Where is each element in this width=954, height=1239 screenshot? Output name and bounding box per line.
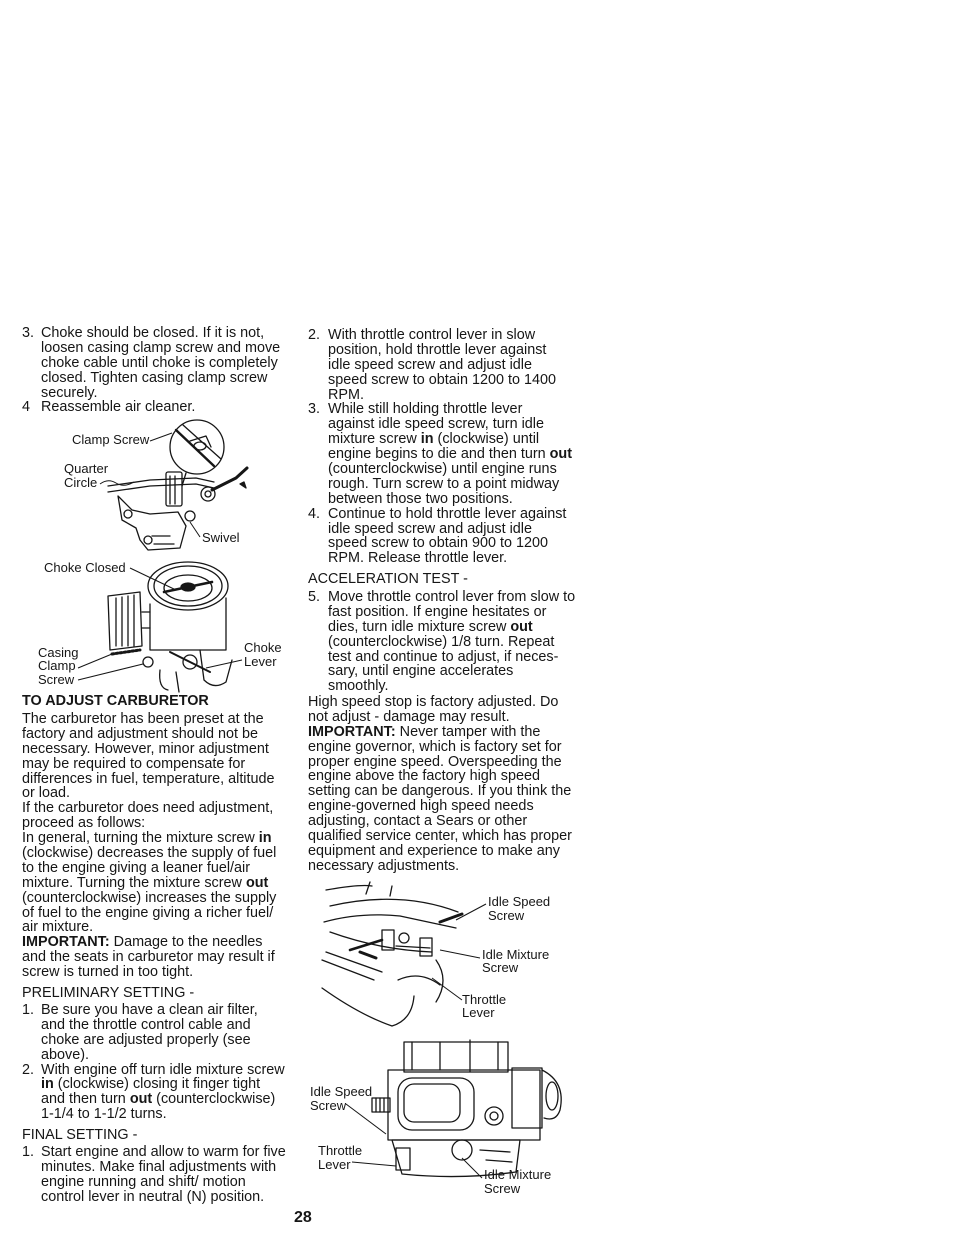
text-run: engine begins to die and then turn [328, 446, 550, 463]
text-line [22, 816, 307, 831]
text-line [328, 402, 608, 417]
text-line [41, 356, 307, 371]
casing-clamp-screw-label: Clamp [38, 658, 76, 673]
throttle-lever-label: Lever [462, 1005, 495, 1020]
text-run: Damage to the needles [109, 934, 263, 951]
text-run: equipment and experience to make any [308, 842, 560, 859]
step-number: 1. [22, 1002, 35, 1018]
step-text [41, 1145, 307, 1205]
idle-mixture-screw-label: Idle Mixture [484, 1167, 552, 1182]
swivel-leader [190, 522, 200, 537]
text-line [41, 1160, 307, 1175]
idle-mixture-screw-label: Idle Mixture [482, 947, 550, 962]
choke-closed-illustration [30, 558, 292, 694]
step-text [41, 400, 307, 415]
text-run: While still holding throttle lever [328, 401, 523, 418]
text-run: proceed as follows: [22, 815, 146, 832]
text-line [328, 388, 608, 403]
text-run: closed. Tighten casing clamp screw [41, 369, 268, 386]
section-heading: TO ADJUST CARBURETOR [22, 693, 209, 709]
text-line [308, 710, 608, 725]
text-run: sary, until engine accelerates [328, 663, 514, 680]
throttle-lever-label: Lever [318, 1157, 351, 1172]
text-line [41, 326, 307, 341]
text-run: fast position. If engine hesitates or [328, 603, 547, 620]
text-line [22, 846, 307, 861]
text-line [328, 605, 608, 620]
text-line [328, 373, 608, 388]
text-run: Never tamper with the [395, 723, 541, 740]
text-run: to the engine giving a leaner fuel/air [22, 859, 251, 876]
step-text [328, 402, 608, 506]
text-line [41, 341, 307, 356]
text-run: RPM. Release throttle lever. [328, 550, 508, 567]
text-line [328, 551, 608, 566]
text-line [308, 844, 608, 859]
step-text [41, 326, 307, 400]
text-run: Be sure you have a clean air filter, [41, 1002, 258, 1018]
casing-clamp-screw-leader [78, 654, 112, 668]
text-line [328, 477, 608, 492]
text-line [22, 891, 307, 906]
text-line [41, 1063, 307, 1078]
step-number: 2. [22, 1061, 35, 1078]
text-line [328, 462, 608, 477]
important-note [308, 725, 608, 874]
text-line [22, 742, 307, 757]
text-line [41, 1048, 307, 1063]
text-run: and then turn [41, 1091, 130, 1108]
text-run: (clockwise) decreases the supply of fuel [22, 845, 277, 862]
text-line [308, 755, 608, 770]
text-line [328, 507, 608, 522]
bold-text-run: out [510, 618, 533, 635]
text-line [41, 1077, 307, 1092]
text-run: idle speed screw and adjust idle [328, 520, 532, 537]
text-run: engine governor, which is factory set for [308, 738, 562, 755]
text-line [328, 590, 608, 605]
text-run: adjusting, contact a Sears or other [308, 813, 528, 830]
text-line [41, 1190, 307, 1205]
throttle-linkage-drawing [322, 882, 462, 1026]
text-run: proper engine speed. Overspeeding the [308, 753, 562, 770]
subsection-heading: PRELIMINARY SETTING - [22, 985, 195, 1001]
idle-mixture-screw-leader [462, 1158, 482, 1178]
text-run: not adjust - damage may result. [308, 708, 510, 725]
step-text [41, 1003, 307, 1063]
text-line [41, 1033, 307, 1048]
text-line [41, 1003, 307, 1018]
text-line [308, 859, 608, 874]
closing-text [308, 695, 608, 874]
idle-mixture-screw-label: Screw [484, 1181, 521, 1196]
text-line [22, 920, 307, 935]
text-run: 1-1/4 to 1-1/2 turns. [41, 1106, 167, 1123]
text-run: or load. [22, 785, 70, 802]
text-line [22, 831, 307, 846]
text-line [328, 664, 608, 679]
text-run: speed screw to obtain 1200 to 1400 [328, 371, 557, 388]
idle-speed-screw-label: Screw [310, 1098, 347, 1113]
preliminary-steps-list [22, 1003, 307, 1122]
text-line [22, 950, 307, 965]
text-line [308, 695, 608, 710]
text-run: and the throttle control cable and [41, 1016, 251, 1033]
choke-steps-list [22, 326, 307, 415]
bold-text-run: IMPORTANT: [308, 723, 396, 740]
text-run: With throttle control lever in slow [328, 327, 536, 343]
text-run: The carburetor has been preset at the [22, 711, 264, 727]
text-run: rough. Turn screw to a point midway [328, 475, 560, 492]
text-run: mixture screw [328, 431, 421, 448]
idle-speed-screw-label: Screw [488, 908, 525, 923]
text-line [22, 757, 307, 772]
text-line [308, 799, 608, 814]
choke-closed-leader [130, 568, 176, 590]
choke-lever-label: Choke [244, 640, 282, 655]
text-line [22, 906, 307, 921]
text-run: (counterclockwise) [152, 1091, 276, 1108]
text-run: differences in fuel, temperature, altitude [22, 770, 275, 787]
swivel-label: Swivel [202, 530, 240, 545]
text-run: factory and adjustment should not be [22, 725, 258, 742]
text-run: If the carburetor does need adjustment, [22, 800, 274, 817]
text-line [22, 876, 307, 891]
text-line [328, 328, 608, 343]
text-run: position, hold throttle lever against [328, 341, 547, 358]
idle-mixture-screw-label: Screw [482, 960, 519, 975]
final-steps-continued-list [308, 328, 608, 566]
subsection-heading: FINAL SETTING - [22, 1127, 138, 1143]
text-run: dies, turn idle mixture screw [328, 618, 511, 635]
text-run: of fuel to the engine giving a richer fuel/ [22, 904, 274, 921]
quarter-circle-label: Quarter [64, 461, 109, 476]
idle-speed-screw-label: Idle Speed [488, 894, 551, 909]
text-run: above). [41, 1046, 89, 1063]
carburetor-body-drawing [372, 1040, 561, 1177]
throttle-lever-label: Throttle [318, 1143, 363, 1158]
text-run: (clockwise) until [433, 431, 540, 448]
throttle-lever-leader [352, 1162, 396, 1166]
text-run: Move throttle control lever from slow to [328, 589, 576, 605]
bold-text-run: in [41, 1076, 54, 1093]
step-number: 2. [308, 327, 321, 343]
text-line [22, 965, 307, 980]
numbered-step [308, 507, 608, 567]
text-line [328, 650, 608, 665]
text-line [308, 769, 608, 784]
choke-closed-label: Choke Closed [44, 560, 126, 575]
paragraph [22, 831, 307, 935]
text-run: test and continue to adjust, if neces- [328, 648, 559, 665]
text-run: against idle speed screw, turn idle [328, 416, 544, 433]
text-run: Choke should be closed. If it is not, [41, 325, 265, 341]
text-run: (counterclockwise) increases the supply [22, 889, 277, 906]
text-line [328, 447, 608, 462]
paragraph [308, 695, 608, 725]
casing-clamp-screw-label: Screw [38, 672, 75, 687]
text-run: engine-governed high speed needs [308, 798, 534, 815]
intro-text [22, 712, 307, 980]
bold-text-run: out [129, 1091, 153, 1108]
text-line [308, 784, 608, 799]
text-run: loosen casing clamp screw and move [41, 339, 281, 356]
text-run: RPM. [328, 386, 364, 403]
text-run: (counterclockwise) until engine runs [328, 461, 557, 478]
text-run: With engine off turn idle mixture screw [41, 1061, 285, 1078]
carburetor-body-illustration [304, 1034, 574, 1200]
step-number: 3. [308, 401, 321, 418]
text-line [308, 814, 608, 829]
idle-mixture-screw-leader [440, 950, 480, 958]
text-line [22, 801, 307, 816]
clamp-screw-label: Clamp Screw [72, 432, 150, 447]
text-line [328, 536, 608, 551]
bold-text-run: out [245, 874, 269, 891]
text-run: idle speed screw and adjust idle [328, 356, 532, 373]
text-run: engine above the factory high speed [308, 768, 541, 785]
carburetor-top-drawing [108, 562, 232, 692]
text-line [41, 386, 307, 401]
choke-lever-label: Lever [244, 654, 277, 669]
text-run: choke cable until choke is completely [41, 354, 278, 371]
step-number: 3. [22, 325, 35, 341]
text-run: between those two positions. [328, 490, 513, 507]
text-run: securely. [41, 384, 98, 401]
paragraph [22, 712, 307, 801]
text-line [22, 935, 307, 950]
text-run: mixture. Turning the mixture screw [22, 874, 246, 891]
step-number: 5. [308, 589, 321, 605]
text-run: smoothly. [328, 678, 389, 695]
acceleration-steps-list [308, 590, 608, 694]
page-number: 28 [294, 1209, 312, 1226]
numbered-step [22, 1145, 307, 1205]
bold-text-run: out [549, 446, 573, 463]
step-number: 4 [22, 399, 31, 416]
text-line [22, 786, 307, 801]
numbered-step [22, 1063, 307, 1123]
text-run: (clockwise) closing it finger tight [53, 1076, 261, 1093]
step-text [41, 1063, 307, 1123]
text-line [308, 725, 608, 740]
casing-clamp-screw-label: Casing [38, 645, 79, 660]
text-line [41, 371, 307, 386]
text-line [308, 740, 608, 755]
text-run: Reassemble air cleaner. [41, 399, 196, 416]
text-line [41, 1018, 307, 1033]
throttle-lever-leader [432, 978, 462, 1000]
text-line [41, 1092, 307, 1107]
text-run: engine running and shift/ motion [41, 1173, 246, 1190]
idle-speed-screw-label: Idle Speed [310, 1084, 373, 1099]
text-line [41, 400, 307, 415]
idle-speed-screw-leader [456, 904, 486, 920]
text-line [328, 492, 608, 507]
step-text [328, 507, 608, 567]
text-line [328, 679, 608, 694]
subsection-heading: ACCELERATION TEST - [308, 571, 468, 587]
text-run: screw is turned in too tight. [22, 964, 194, 981]
clamp-screw-leader [150, 433, 172, 441]
text-line [328, 432, 608, 447]
bold-text-run: in [258, 830, 272, 847]
text-run: speed screw to obtain 900 to 1200 [328, 535, 549, 552]
text-line [328, 635, 608, 650]
text-run: qualified service center, which has proper [308, 828, 572, 845]
text-run: may be required to compensate for [22, 755, 246, 772]
step-text [328, 328, 608, 402]
text-run: (counterclockwise) 1/8 turn. Repeat [328, 633, 555, 650]
numbered-step [308, 590, 608, 694]
choke-lever-leader [206, 660, 242, 668]
final-steps-list [22, 1145, 307, 1205]
text-line [328, 417, 608, 432]
numbered-step [308, 402, 608, 506]
throttle-adjustment-illustration [316, 880, 564, 1032]
bold-text-run: IMPORTANT: [22, 934, 110, 951]
quarter-circle-label: Circle [64, 475, 98, 490]
text-run: In general, turning the mixture screw [22, 830, 259, 847]
text-run: and the seats in carburetor may result if [22, 949, 275, 966]
paragraph [22, 801, 307, 831]
text-line [328, 358, 608, 373]
bold-text-run: in [420, 431, 434, 448]
text-run: High speed stop is factory adjusted. Do [308, 694, 559, 710]
text-line [328, 620, 608, 635]
numbered-step [308, 328, 608, 402]
text-line [22, 861, 307, 876]
clamp-screw-inset [170, 420, 224, 486]
step-number: 1. [22, 1144, 35, 1160]
text-run: Continue to hold throttle lever against [328, 505, 567, 522]
text-run: choke are adjusted properly (see [41, 1031, 251, 1048]
step-number: 4. [308, 505, 321, 522]
text-run: Start engine and allow to warm for five [41, 1144, 286, 1160]
text-run: necessary adjustments. [308, 857, 460, 874]
text-run: control lever in neutral (N) position. [41, 1188, 265, 1205]
text-line [328, 343, 608, 358]
text-line [22, 712, 307, 727]
text-line [22, 772, 307, 787]
throttle-lever-label: Throttle [462, 992, 507, 1007]
text-run: setting can be dangerous. If you think the [308, 783, 572, 800]
numbered-step [22, 1003, 307, 1063]
text-line [328, 522, 608, 537]
step-text [328, 590, 608, 694]
text-line [22, 727, 307, 742]
text-run: minutes. Make final adjustments with [41, 1158, 277, 1175]
numbered-step [22, 400, 307, 415]
text-line [41, 1107, 307, 1122]
choke-linkage-illustration [40, 416, 260, 558]
important-note [22, 935, 307, 980]
text-run: air mixture. [22, 919, 94, 936]
casing-clamp-screw-leader [78, 664, 143, 680]
text-line [308, 829, 608, 844]
numbered-step [22, 326, 307, 400]
text-line [41, 1175, 307, 1190]
text-run: necessary. However, minor adjustment [22, 740, 269, 757]
text-line [41, 1145, 307, 1160]
